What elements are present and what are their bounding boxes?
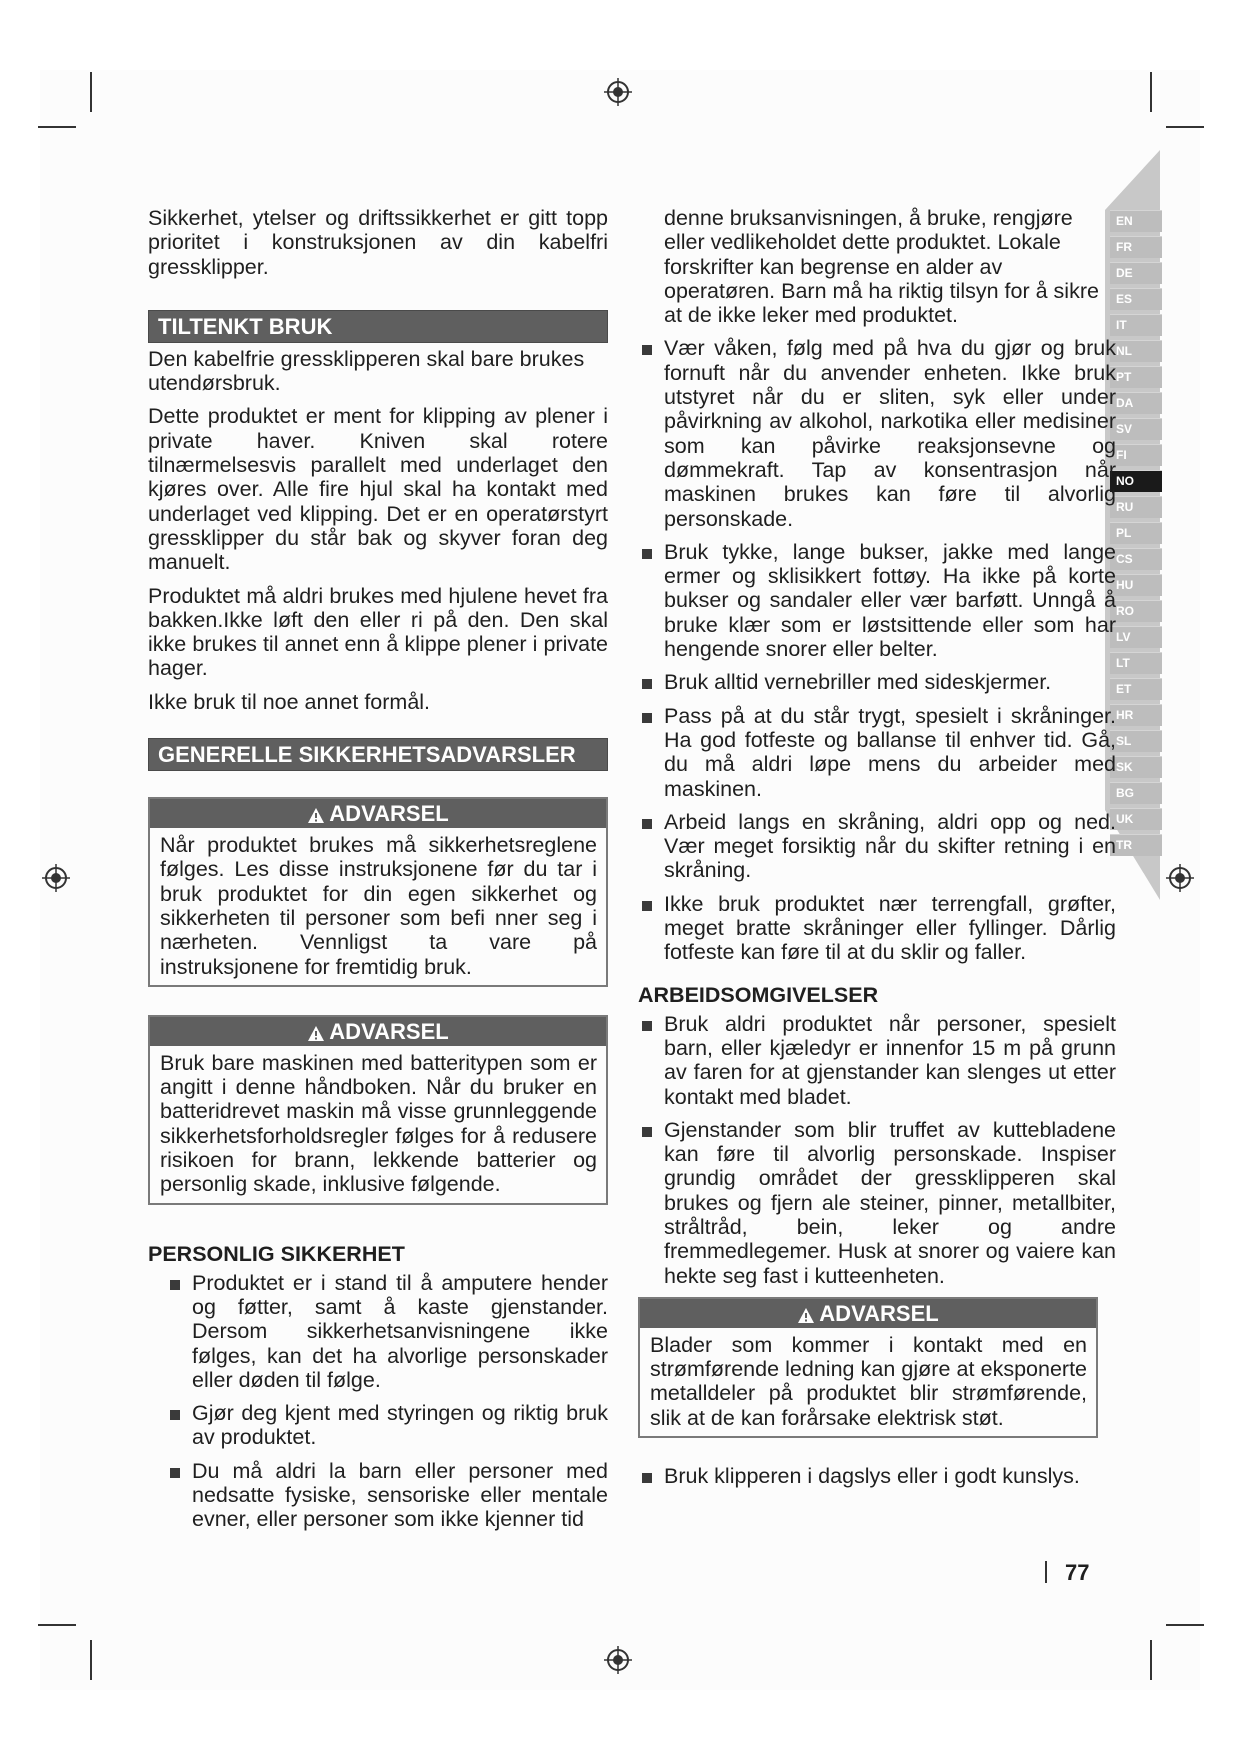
registration-mark-icon xyxy=(42,864,70,892)
section-heading-work-environment: ARBEIDSOMGIVELSER xyxy=(638,982,879,1007)
warning-title: ADVARSEL xyxy=(819,1300,939,1326)
crop-mark xyxy=(1150,1640,1152,1680)
language-tab-list xyxy=(1110,210,1162,860)
paragraph: Produktet må aldri brukes med hjulene hevet fra bakken.Ikke løft den eller ri på den. Den skal ikke brukes til annet enn å klippe plener i private hager. xyxy=(148,583,608,681)
language-tab-sk[interactable]: SK xyxy=(1110,756,1162,778)
list-item: Ikke bruk produktet nær terrengfall, grøfter, meget bratte skråninger eller fyllinger. Dårlig fotfeste kan føre til at du sklir og faller. xyxy=(638,892,1116,965)
bullet-square-icon xyxy=(642,1021,652,1031)
bullet-square-icon xyxy=(170,1410,180,1420)
language-tab-fr[interactable]: FR xyxy=(1110,236,1162,258)
crop-mark xyxy=(38,1624,76,1626)
page-number-separator xyxy=(1045,1561,1047,1583)
warning-triangle-icon xyxy=(307,807,325,824)
list-item: Arbeid langs en skråning, aldri opp og ned. Vær meget forsiktig når du skifter retning i en skråning. xyxy=(638,810,1116,883)
bullet-square-icon xyxy=(642,901,652,911)
list-item: Bruk tykke, lange bukser, jakke med lange ermer og sklisikkert fottøy. Ha ikke på korte bukser og sandaler eller vær barføtt. Unngå å bruke klær som er løstsittende eller som har hengende snorer eller belter. xyxy=(638,540,1116,661)
list-item: Bruk alltid vernebriller med sideskjermer. xyxy=(638,670,1116,694)
warning-header xyxy=(150,799,606,828)
list-item: Produktet er i stand til å amputere hender og føtter, samt å kaste gjenstander. Dersom sikkerhetsanvisningene ikke følges, kan det ha alvorlige personskader eller døden til følge. xyxy=(166,1271,608,1392)
language-tab-no[interactable]: NO xyxy=(1110,470,1162,492)
language-tab-tr[interactable]: TR xyxy=(1110,834,1162,856)
warning-triangle-icon xyxy=(307,1025,325,1042)
list-item: Pass på at du står trygt, spesielt i skråninger. Ha god fotfeste og ballanse til enhver tid. Gå, du må aldri løpe mens du arbeider med maskinen. xyxy=(638,704,1116,801)
language-tab-cs[interactable]: CS xyxy=(1110,548,1162,570)
language-tab-es[interactable]: ES xyxy=(1110,288,1162,310)
bullet-square-icon xyxy=(170,1280,180,1290)
language-tab-nl[interactable]: NL xyxy=(1110,340,1162,362)
paragraph: Ikke bruk til noe annet formål. xyxy=(148,689,431,714)
language-tab-hr[interactable]: HR xyxy=(1110,704,1162,726)
bullet-square-icon xyxy=(642,819,652,829)
bullet-square-icon xyxy=(170,1468,180,1478)
warning-box xyxy=(638,1297,1098,1438)
language-tab-de[interactable]: DE xyxy=(1110,262,1162,284)
warning-triangle-icon xyxy=(797,1307,815,1324)
list-item: Vær våken, følg med på hva du gjør og bruk fornuft når du anvender enheten. Ikke bruk utstyret når du er sliten, syk eller under påvirkning av alkohol, narkotika eller medisiner som kan påvirke reaksjonsevne og dømmekraft. Tap av konsentrasjon når maskinen brukes kan føre til alvorlig personskade. xyxy=(638,336,1116,530)
intro-paragraph: Sikkerhet, ytelser og driftssikkerhet er gitt topp prioritet i konstruksjonen av din kabelfri gressklipper. xyxy=(148,206,608,279)
list-item: Gjenstander som blir truffet av kuttebladene kan føre til alvorlig personskade. Inspiser grundig området der gressklipperen skal brukes og fjern ale steiner, pinner, metallbiter, stråltråd, bein, leker og andre fremmedlegemer. Husk at snorer og vaiere kan hekte seg fast i kutteenheten. xyxy=(638,1118,1116,1288)
language-tab-et[interactable]: ET xyxy=(1110,678,1162,700)
bullet-square-icon xyxy=(642,345,652,355)
registration-mark-icon xyxy=(604,1646,632,1674)
list-item: Gjør deg kjent med styringen og riktig bruk av produktet. xyxy=(166,1401,608,1450)
language-tab-ro[interactable]: RO xyxy=(1110,600,1162,622)
warning-text: Når produktet brukes må sikkerhetsreglene følges. Les disse instruksjonene før du tar i bruk produktet for din egen sikkerhet og sikkerheten til personer som befi nner seg i nærheten. Vennligst ta vare på instruksjonene for fremtidig bruk. xyxy=(160,833,597,979)
language-tab-fi[interactable]: FI xyxy=(1110,444,1162,466)
section-heading-intended-use: TILTENKT BRUK xyxy=(148,310,608,343)
warning-title: ADVARSEL xyxy=(329,1018,449,1044)
section-heading-general-warnings: GENERELLE SIKKERHETSADVARSLER xyxy=(148,738,608,771)
language-tab-it[interactable]: IT xyxy=(1110,314,1162,336)
language-tab-en[interactable]: EN xyxy=(1110,210,1162,232)
crop-mark xyxy=(1166,1624,1204,1626)
continuation-paragraph: denne bruksanvisningen, å bruke, rengjøre eller vedlikeholdet dette produktet. Lokale forskrifter kan begrense en alder av operatøren. Barn må ha riktig tilsyn for å sikre at de ikke leker med produktet. xyxy=(664,206,1099,328)
language-tab-sl[interactable]: SL xyxy=(1110,730,1162,752)
registration-mark-icon xyxy=(604,78,632,106)
warning-title: ADVARSEL xyxy=(329,801,449,827)
bullet-square-icon xyxy=(642,679,652,689)
bullet-square-icon xyxy=(642,1127,652,1137)
paragraph: Den kabelfrie gressklipperen skal bare brukes utendørsbruk. xyxy=(148,346,585,396)
language-tab-sv[interactable]: SV xyxy=(1110,418,1162,440)
warning-text: Bruk bare maskinen med batteritypen som er angitt i denne håndboken. Når du bruker en batteridrevet maskin må visse grunnleggende sikkerhetsforholdsregler følges for å redusere risikoen for brann, lekkende batterier og personlig skade, inklusive følgende. xyxy=(160,1050,597,1197)
language-tab-lv[interactable]: LV xyxy=(1110,626,1162,648)
list-item: Bruk aldri produktet når personer, spesielt barn, eller kjæledyr er innenfor 15 m på grunn av faren for at gjenstander kan slenges ut etter kontakt med bladet. xyxy=(638,1012,1116,1109)
page-number: 77 xyxy=(1045,1560,1089,1586)
warning-box xyxy=(148,797,608,987)
language-tab-lt[interactable]: LT xyxy=(1110,652,1162,674)
crop-mark xyxy=(90,1640,92,1680)
warning-box xyxy=(148,1015,608,1205)
warning-header xyxy=(640,1299,1096,1328)
list-item: Du må aldri la barn eller personer med nedsatte fysiske, sensoriske eller mentale evner, eller personer som ikke kjenner tid xyxy=(166,1459,608,1532)
section-heading-personal-safety: PERSONLIG SIKKERHET xyxy=(148,1241,405,1266)
language-tab-ru[interactable]: RU xyxy=(1110,496,1162,518)
bullet-square-icon xyxy=(642,713,652,723)
language-tab-da[interactable]: DA xyxy=(1110,392,1162,414)
paragraph: Dette produktet er ment for klipping av plener i private haver. Kniven skal rotere tilnærmelsesvis parallelt med underlaget den kjøres over. Alle fire hjul skal ha kontakt med underlaget ved klipping. Det er en operatørstyrt gressklipper du står bak og skyver foran deg manuelt. xyxy=(148,404,608,575)
registration-mark-icon xyxy=(1166,864,1194,892)
left-column xyxy=(148,206,608,1541)
warning-header xyxy=(150,1017,606,1046)
language-tab-uk[interactable]: UK xyxy=(1110,808,1162,830)
bullet-square-icon xyxy=(642,1473,652,1483)
crop-mark xyxy=(1166,126,1204,128)
list-item: Bruk klipperen i dagslys eller i godt kunslys. xyxy=(638,1464,1116,1488)
language-tab-hu[interactable]: HU xyxy=(1110,574,1162,596)
crop-mark xyxy=(90,72,92,112)
warning-text: Blader som kommer i kontakt med en strømførende ledning kan gjøre at eksponerte metalldeler på produktet blir strømførende, slik at de kan forårsake elektrisk støt. xyxy=(650,1332,1087,1430)
crop-mark xyxy=(1150,72,1152,112)
right-column xyxy=(638,206,1116,1497)
language-tab-pt[interactable]: PT xyxy=(1110,366,1162,388)
language-tab-pl[interactable]: PL xyxy=(1110,522,1162,544)
bullet-square-icon xyxy=(642,549,652,559)
language-tab-bg[interactable]: BG xyxy=(1110,782,1162,804)
crop-mark xyxy=(38,126,76,128)
